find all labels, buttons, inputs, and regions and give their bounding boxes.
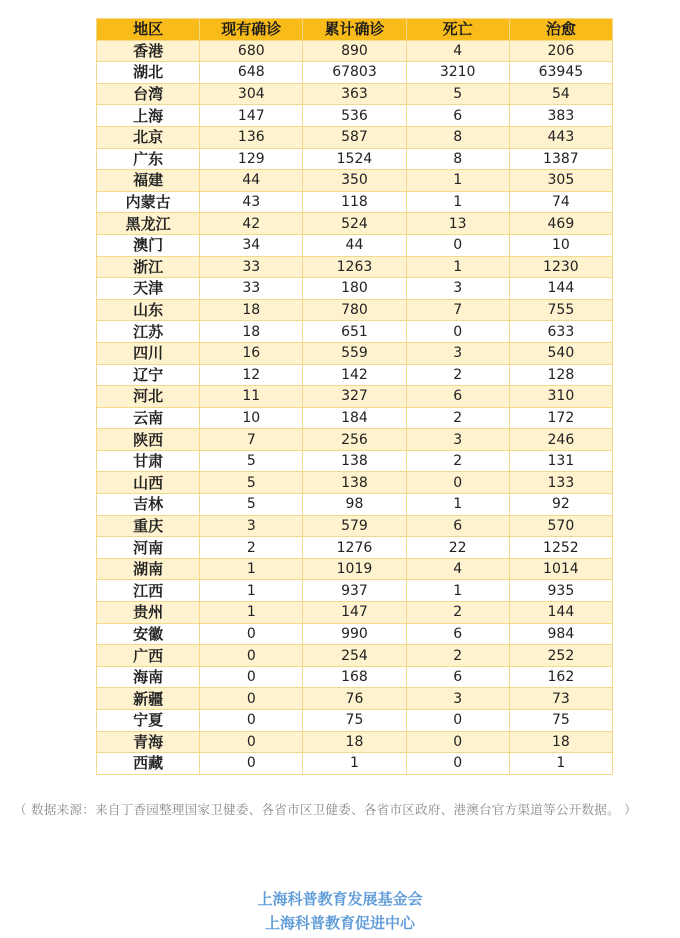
cell-recovered: 570 — [509, 515, 612, 537]
cell-deaths: 0 — [406, 753, 509, 775]
cell-deaths: 6 — [406, 666, 509, 688]
cell-recovered: 131 — [509, 450, 612, 472]
cell-current-confirmed: 5 — [200, 494, 303, 516]
table-row — [97, 472, 613, 494]
table-row — [97, 40, 613, 62]
cell-recovered: 469 — [509, 213, 612, 235]
cell-total-confirmed: 524 — [303, 213, 406, 235]
table-row — [97, 386, 613, 408]
table-row — [97, 191, 613, 213]
cell-deaths: 0 — [406, 710, 509, 732]
table-row — [97, 256, 613, 278]
cell-current-confirmed: 34 — [200, 234, 303, 256]
table-row — [97, 429, 613, 451]
cell-region: 重庆 — [97, 515, 200, 537]
cell-recovered: 252 — [509, 645, 612, 667]
table-row — [97, 364, 613, 386]
cell-current-confirmed: 5 — [200, 472, 303, 494]
cell-total-confirmed: 363 — [303, 83, 406, 105]
table-row — [97, 83, 613, 105]
cell-region: 台湾 — [97, 83, 200, 105]
cell-deaths: 2 — [406, 450, 509, 472]
cell-deaths: 0 — [406, 321, 509, 343]
cell-total-confirmed: 990 — [303, 623, 406, 645]
cell-region: 新疆 — [97, 688, 200, 710]
cell-total-confirmed: 138 — [303, 472, 406, 494]
cell-current-confirmed: 1 — [200, 580, 303, 602]
cell-region: 内蒙古 — [97, 191, 200, 213]
cell-total-confirmed: 890 — [303, 40, 406, 62]
cell-total-confirmed: 67803 — [303, 62, 406, 84]
cell-deaths: 6 — [406, 515, 509, 537]
header-deaths: 死亡 — [406, 19, 509, 41]
cell-current-confirmed: 304 — [200, 83, 303, 105]
cell-region: 澳门 — [97, 234, 200, 256]
table-body — [97, 40, 613, 774]
cell-total-confirmed: 118 — [303, 191, 406, 213]
cell-total-confirmed: 780 — [303, 299, 406, 321]
cell-recovered: 443 — [509, 126, 612, 148]
cell-region: 江西 — [97, 580, 200, 602]
table-row — [97, 278, 613, 300]
cell-deaths: 1 — [406, 170, 509, 192]
cell-current-confirmed: 18 — [200, 321, 303, 343]
cell-recovered: 305 — [509, 170, 612, 192]
cell-recovered: 1014 — [509, 558, 612, 580]
cell-recovered: 206 — [509, 40, 612, 62]
cell-current-confirmed: 11 — [200, 386, 303, 408]
cell-region: 天津 — [97, 278, 200, 300]
cell-deaths: 8 — [406, 148, 509, 170]
cell-region: 北京 — [97, 126, 200, 148]
cell-current-confirmed: 43 — [200, 191, 303, 213]
cell-recovered: 1230 — [509, 256, 612, 278]
cell-total-confirmed: 1276 — [303, 537, 406, 559]
cell-recovered: 10 — [509, 234, 612, 256]
cell-total-confirmed: 98 — [303, 494, 406, 516]
cell-current-confirmed: 5 — [200, 450, 303, 472]
cell-deaths: 1 — [406, 191, 509, 213]
table-row — [97, 148, 613, 170]
cell-recovered: 984 — [509, 623, 612, 645]
cell-region: 宁夏 — [97, 710, 200, 732]
cell-region: 河北 — [97, 386, 200, 408]
table-row — [97, 105, 613, 127]
cell-current-confirmed: 680 — [200, 40, 303, 62]
cell-current-confirmed: 0 — [200, 623, 303, 645]
cell-total-confirmed: 579 — [303, 515, 406, 537]
cell-current-confirmed: 0 — [200, 645, 303, 667]
cell-deaths: 3 — [406, 278, 509, 300]
cell-recovered: 133 — [509, 472, 612, 494]
cell-current-confirmed: 16 — [200, 342, 303, 364]
cell-region: 安徽 — [97, 623, 200, 645]
cell-recovered: 75 — [509, 710, 612, 732]
table-row — [97, 537, 613, 559]
cell-deaths: 6 — [406, 105, 509, 127]
cell-deaths: 1 — [406, 494, 509, 516]
cell-current-confirmed: 1 — [200, 558, 303, 580]
cell-total-confirmed: 651 — [303, 321, 406, 343]
cell-total-confirmed: 138 — [303, 450, 406, 472]
table-row — [97, 688, 613, 710]
cell-deaths: 6 — [406, 386, 509, 408]
cell-deaths: 7 — [406, 299, 509, 321]
table-row — [97, 623, 613, 645]
cell-deaths: 2 — [406, 364, 509, 386]
cell-recovered: 172 — [509, 407, 612, 429]
cell-region: 辽宁 — [97, 364, 200, 386]
cell-deaths: 2 — [406, 407, 509, 429]
cell-region: 江苏 — [97, 321, 200, 343]
cell-region: 陕西 — [97, 429, 200, 451]
cell-region: 湖南 — [97, 558, 200, 580]
cell-region: 吉林 — [97, 494, 200, 516]
cell-current-confirmed: 12 — [200, 364, 303, 386]
table-header-row — [97, 19, 613, 41]
cell-region: 云南 — [97, 407, 200, 429]
cell-recovered: 540 — [509, 342, 612, 364]
cell-region: 湖北 — [97, 62, 200, 84]
cell-recovered: 310 — [509, 386, 612, 408]
cell-region: 福建 — [97, 170, 200, 192]
cell-recovered: 54 — [509, 83, 612, 105]
cell-recovered: 246 — [509, 429, 612, 451]
cell-region: 上海 — [97, 105, 200, 127]
table-row — [97, 321, 613, 343]
cell-deaths: 1 — [406, 256, 509, 278]
cell-total-confirmed: 76 — [303, 688, 406, 710]
cell-region: 甘肃 — [97, 450, 200, 472]
cell-deaths: 3210 — [406, 62, 509, 84]
cell-deaths: 13 — [406, 213, 509, 235]
cell-region: 浙江 — [97, 256, 200, 278]
cell-current-confirmed: 129 — [200, 148, 303, 170]
table-row — [97, 731, 613, 753]
cell-recovered: 128 — [509, 364, 612, 386]
header-total-confirmed: 累计确诊 — [303, 19, 406, 41]
cell-current-confirmed: 44 — [200, 170, 303, 192]
cell-total-confirmed: 559 — [303, 342, 406, 364]
cell-deaths: 0 — [406, 731, 509, 753]
table-row — [97, 515, 613, 537]
cell-region: 广东 — [97, 148, 200, 170]
cell-recovered: 383 — [509, 105, 612, 127]
cell-region: 黑龙江 — [97, 213, 200, 235]
header-current-confirmed: 现有确诊 — [200, 19, 303, 41]
cell-total-confirmed: 75 — [303, 710, 406, 732]
table-row — [97, 666, 613, 688]
table-row — [97, 558, 613, 580]
cell-deaths: 3 — [406, 342, 509, 364]
cell-total-confirmed: 168 — [303, 666, 406, 688]
footer-org-center: 上海科普教育促进中心 — [264, 914, 415, 932]
table-row — [97, 753, 613, 775]
cell-current-confirmed: 0 — [200, 666, 303, 688]
table-row — [97, 580, 613, 602]
cell-total-confirmed: 180 — [303, 278, 406, 300]
data-source-note: （ 数据来源：来自丁香园整理国家卫健委、各省市区卫健委、各省市区政府、港澳台官方渠道等公开数据。 ） — [14, 802, 637, 817]
table-row — [97, 62, 613, 84]
cell-total-confirmed: 536 — [303, 105, 406, 127]
cell-region: 山东 — [97, 299, 200, 321]
cell-total-confirmed: 147 — [303, 602, 406, 624]
cell-recovered: 74 — [509, 191, 612, 213]
cell-total-confirmed: 937 — [303, 580, 406, 602]
cell-region: 海南 — [97, 666, 200, 688]
cell-deaths: 2 — [406, 645, 509, 667]
cell-current-confirmed: 2 — [200, 537, 303, 559]
cell-current-confirmed: 3 — [200, 515, 303, 537]
cell-deaths: 8 — [406, 126, 509, 148]
cell-current-confirmed: 10 — [200, 407, 303, 429]
cell-region: 青海 — [97, 731, 200, 753]
cell-total-confirmed: 44 — [303, 234, 406, 256]
cell-total-confirmed: 1263 — [303, 256, 406, 278]
cell-current-confirmed: 0 — [200, 688, 303, 710]
cell-region: 广西 — [97, 645, 200, 667]
cell-recovered: 1 — [509, 753, 612, 775]
cell-deaths: 0 — [406, 472, 509, 494]
table-row — [97, 407, 613, 429]
table-row — [97, 126, 613, 148]
cell-deaths: 4 — [406, 40, 509, 62]
cell-current-confirmed: 0 — [200, 731, 303, 753]
cell-deaths: 1 — [406, 580, 509, 602]
cell-region: 香港 — [97, 40, 200, 62]
cell-current-confirmed: 136 — [200, 126, 303, 148]
cell-current-confirmed: 0 — [200, 710, 303, 732]
cell-current-confirmed: 1 — [200, 602, 303, 624]
cell-recovered: 633 — [509, 321, 612, 343]
cell-deaths: 3 — [406, 429, 509, 451]
cell-current-confirmed: 0 — [200, 753, 303, 775]
cell-total-confirmed: 1524 — [303, 148, 406, 170]
cell-total-confirmed: 256 — [303, 429, 406, 451]
cell-recovered: 755 — [509, 299, 612, 321]
table-row — [97, 602, 613, 624]
cell-total-confirmed: 350 — [303, 170, 406, 192]
cell-deaths: 2 — [406, 602, 509, 624]
cell-total-confirmed: 1019 — [303, 558, 406, 580]
cell-total-confirmed: 587 — [303, 126, 406, 148]
cell-region: 四川 — [97, 342, 200, 364]
cell-total-confirmed: 142 — [303, 364, 406, 386]
cell-current-confirmed: 42 — [200, 213, 303, 235]
cell-total-confirmed: 18 — [303, 731, 406, 753]
table-row — [97, 710, 613, 732]
table-row — [97, 494, 613, 516]
cell-recovered: 63945 — [509, 62, 612, 84]
epidemic-data-table-container — [96, 18, 613, 775]
header-recovered: 治愈 — [509, 19, 612, 41]
cell-current-confirmed: 33 — [200, 256, 303, 278]
epidemic-data-table — [96, 18, 613, 775]
cell-total-confirmed: 327 — [303, 386, 406, 408]
cell-current-confirmed: 7 — [200, 429, 303, 451]
cell-region: 西藏 — [97, 753, 200, 775]
cell-current-confirmed: 648 — [200, 62, 303, 84]
table-row — [97, 342, 613, 364]
header-region: 地区 — [97, 19, 200, 41]
cell-total-confirmed: 254 — [303, 645, 406, 667]
cell-recovered: 144 — [509, 602, 612, 624]
cell-deaths: 3 — [406, 688, 509, 710]
cell-current-confirmed: 18 — [200, 299, 303, 321]
cell-deaths: 6 — [406, 623, 509, 645]
cell-recovered: 144 — [509, 278, 612, 300]
cell-region: 河南 — [97, 537, 200, 559]
table-row — [97, 645, 613, 667]
cell-region: 山西 — [97, 472, 200, 494]
cell-current-confirmed: 147 — [200, 105, 303, 127]
table-row — [97, 234, 613, 256]
footer-org-foundation: 上海科普教育发展基金会 — [257, 890, 423, 908]
cell-total-confirmed: 184 — [303, 407, 406, 429]
cell-current-confirmed: 33 — [200, 278, 303, 300]
table-row — [97, 450, 613, 472]
cell-deaths: 0 — [406, 234, 509, 256]
cell-recovered: 162 — [509, 666, 612, 688]
cell-recovered: 92 — [509, 494, 612, 516]
table-row — [97, 170, 613, 192]
cell-recovered: 18 — [509, 731, 612, 753]
cell-deaths: 22 — [406, 537, 509, 559]
cell-total-confirmed: 1 — [303, 753, 406, 775]
table-row — [97, 213, 613, 235]
cell-recovered: 1252 — [509, 537, 612, 559]
table-row — [97, 299, 613, 321]
cell-recovered: 1387 — [509, 148, 612, 170]
cell-deaths: 5 — [406, 83, 509, 105]
cell-region: 贵州 — [97, 602, 200, 624]
cell-recovered: 935 — [509, 580, 612, 602]
cell-recovered: 73 — [509, 688, 612, 710]
cell-deaths: 4 — [406, 558, 509, 580]
